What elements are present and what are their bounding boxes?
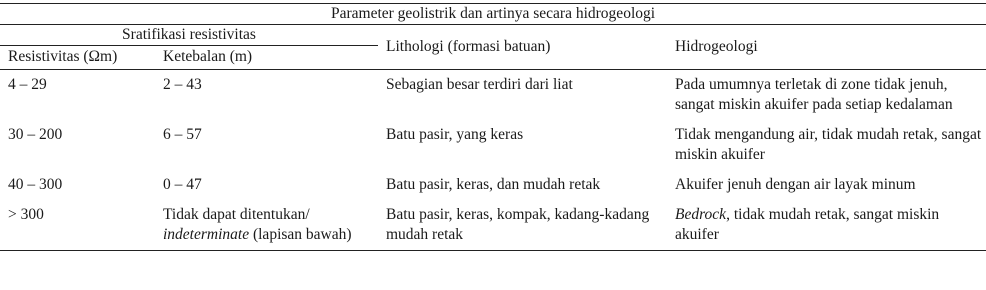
column-header-lithology: Lithologi (formasi batuan) — [378, 25, 667, 70]
cell-thickness: 2 – 43 — [163, 76, 202, 93]
cell-lithology: Batu pasir, keras, dan mudah retak — [386, 176, 601, 193]
cell-hydrogeology: Akuifer jenuh dengan air layak minum — [675, 176, 916, 193]
cell-hydrogeology — [667, 200, 986, 251]
table-title: Parameter geolistrik dan artinya secara hidrogeologi — [0, 4, 986, 25]
table-row — [0, 200, 986, 251]
table-row — [0, 170, 986, 200]
cell-lithology: Batu pasir, keras, kompak, kadang-kadang mudah retak — [378, 200, 667, 251]
thickness-italic-term: indeterminate — [163, 226, 250, 243]
cell-hydrogeology: Pada umumnya terletak di zone tidak jenuh, sangat miskin akuifer pada setiap kedalaman — [675, 76, 953, 113]
hydro-text-suffix: , tidak mudah retak, sangat miskin akuifer — [675, 206, 940, 243]
table-row — [0, 120, 986, 170]
geoelectric-parameter-table — [0, 3, 986, 251]
cell-thickness — [155, 200, 378, 251]
group-header-stratification — [0, 25, 378, 47]
cell-resistivity: 40 – 300 — [8, 176, 63, 193]
cell-resistivity: 30 – 200 — [8, 126, 63, 143]
thickness-text-suffix: (lapisan bawah) — [249, 226, 352, 243]
cell-thickness: 0 – 47 — [163, 176, 202, 193]
cell-lithology: Sebagian besar terdiri dari liat — [386, 76, 573, 93]
cell-resistivity: 4 – 29 — [8, 76, 47, 93]
thickness-text: Tidak dapat ditentukan/ — [163, 206, 310, 223]
column-header-resistivity: Resistivitas (Ωm) — [0, 46, 155, 70]
cell-lithology: Batu pasir, yang keras — [386, 126, 524, 143]
cell-resistivity: > 300 — [0, 200, 155, 251]
cell-hydrogeology: Tidak mengandung air, tidak mudah retak, sangat miskin akuifer — [675, 126, 982, 163]
column-header-hydrogeology: Hidrogeologi — [667, 25, 986, 70]
hydro-italic-term: Bedrock — [675, 206, 727, 223]
table-row — [0, 70, 986, 121]
column-header-thickness: Ketebalan (m) — [155, 46, 378, 70]
group-header-label: Sratifikasi resistivitas — [0, 25, 378, 46]
cell-thickness: 6 – 57 — [163, 126, 202, 143]
